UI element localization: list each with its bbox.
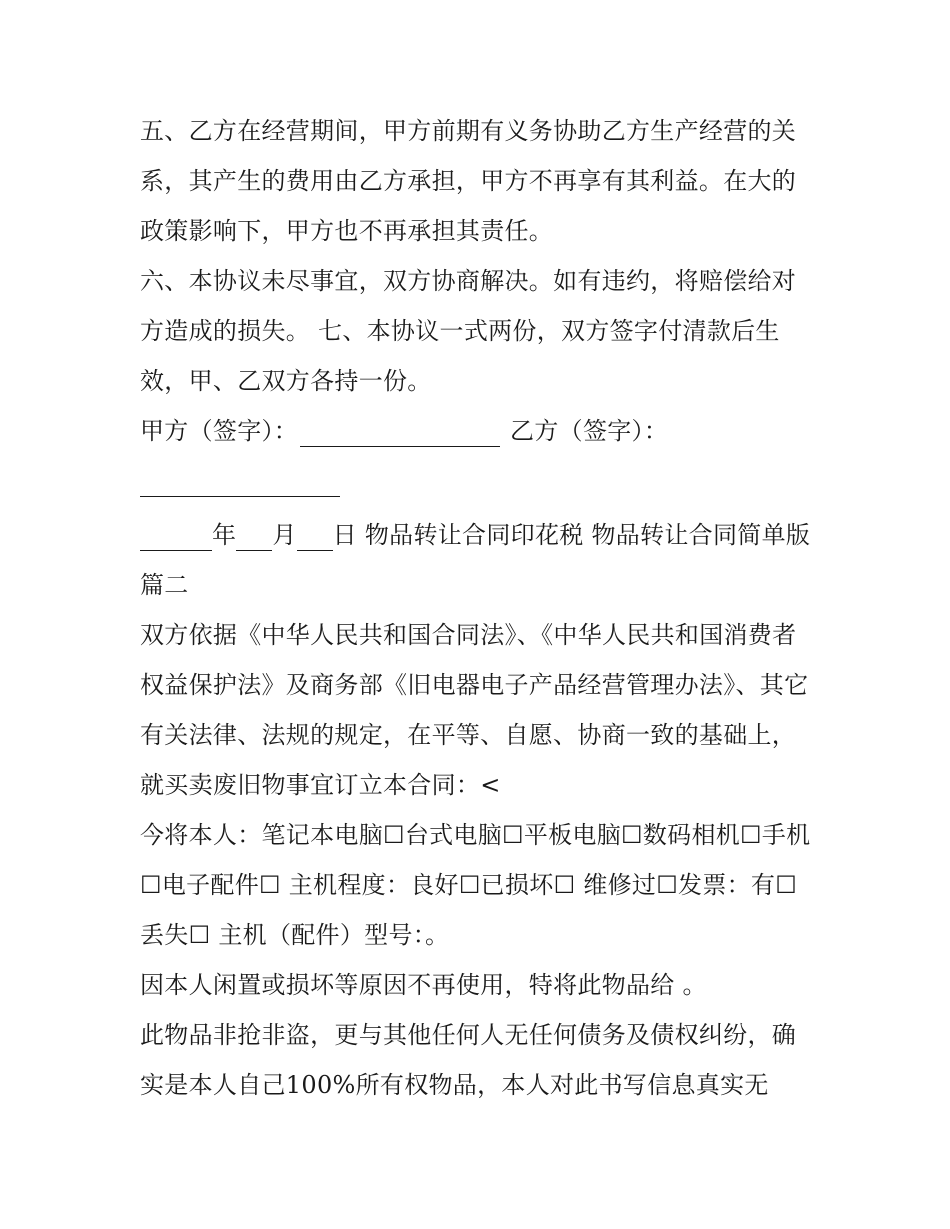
declaration-paragraph: 此物品非抢非盗，更与其他任何人无任何债务及债权纠纷，确实是本人自己100%所有权物品，本人对此书写信息真实无 [140, 1021, 797, 1099]
year-blank [140, 520, 212, 551]
year-label: 年 [212, 521, 237, 549]
party-a-signature-label: 甲方（签字）： [140, 417, 299, 445]
month-label: 月 [272, 521, 297, 549]
party-b-signature-label: 乙方（签字）： [502, 417, 669, 445]
day-and-section-title: 日 物品转让合同印花税 物品转让合同简单版篇二 [140, 521, 811, 599]
party-b-signature-row [140, 456, 820, 506]
clause-5: 五、乙方在经营期间，甲方前期有义务协助乙方生产经营的关系，其产生的费用由乙方承担，甲方不再享有其利益。在大的政策影响下，甲方也不再承担其责任。 [140, 117, 797, 245]
signature-row [140, 406, 820, 456]
document-body [140, 106, 820, 1110]
party-a-signature-line [300, 416, 500, 447]
date-and-title-line [140, 510, 820, 610]
party-b-signature-line [140, 466, 340, 497]
clause-6-7: 六、本协议未尽事宜，双方协商解决。如有违约，将赔偿给对方造成的损失。 七、本协议一式两份，双方签字付清款后生效，甲、乙双方各持一份。 [140, 267, 797, 395]
contract-basis-paragraph: 双方依据《中华人民共和国合同法》、《中华人民共和国消费者权益保护法》及商务部《旧电器电子产品经营管理办法》、其它有关法律、法规的规定，在平等、自愿、协商一致的基础上，就买卖废旧物事宜订立本合同：< [140, 621, 809, 799]
month-blank [236, 520, 272, 551]
items-checklist-paragraph: 今将本人：笔记本电脑☐台式电脑☐平板电脑☐数码相机☐手机☐电子配件☐ 主机程度：良好☐已损坏☐ 维修过☐发票：有☐ 丢失☐ 主机（配件）型号：。 [140, 821, 811, 949]
reason-paragraph: 因本人闲置或损坏等原因不再使用，特将此物品给 。 [140, 971, 707, 999]
day-blank [297, 520, 333, 551]
